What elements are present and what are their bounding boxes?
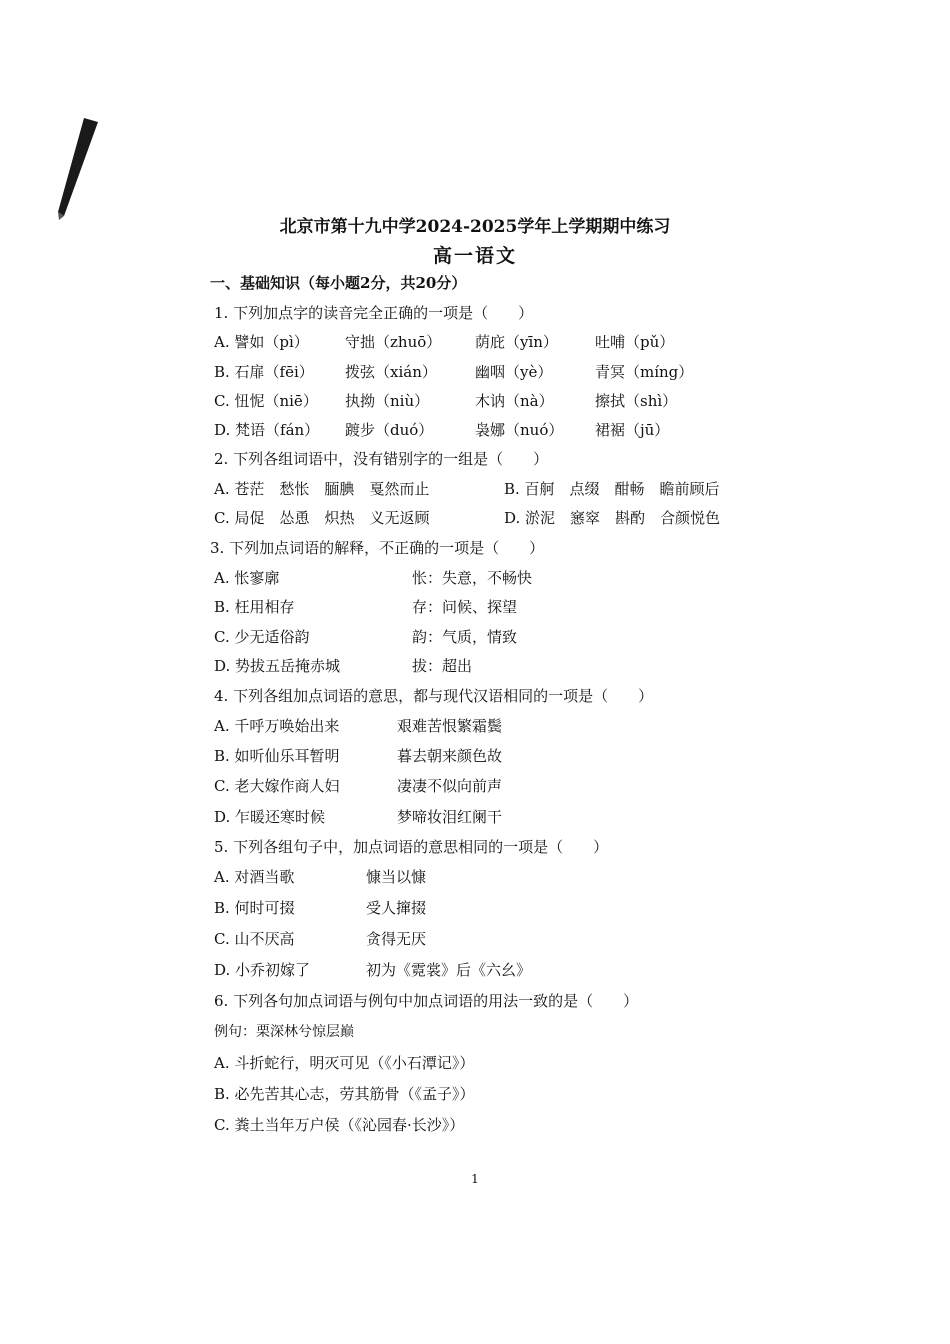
q3-option: A. 怅寥廓 (214, 569, 280, 587)
q3-explanation: 韵：气质，情致 (412, 628, 518, 646)
q4-option: D. 乍暖还寒时候 (214, 808, 326, 826)
q1-option: 执拗（niù） (345, 392, 430, 410)
q4-option-pair: 梦啼妆泪红阑干 (397, 808, 503, 826)
page-number: 1 (471, 1172, 479, 1186)
q5-option: A. 对酒当歌 (214, 868, 295, 886)
q4-option-pair: 暮去朝来颜色故 (397, 747, 503, 765)
question-2-stem: 2. 下列各组词语中，没有错别字的一组是（ ） (214, 450, 549, 468)
question-1-stem: 1. 下列加点字的读音完全正确的一项是（ ） (214, 304, 534, 322)
q6-example: 例句：栗深林兮惊层巅 (214, 1024, 354, 1040)
page-title: 北京市第十九中学2024-2025学年上学期期中练习 (279, 217, 671, 237)
q4-option-pair: 艰难苦恨繁霜鬓 (397, 717, 503, 735)
q3-option: D. 势拔五岳掩赤城 (214, 657, 341, 675)
q4-option: A. 千呼万唤始出来 (214, 717, 340, 735)
q6-option: A. 斗折蛇行，明灭可见（《小石潭记》） (214, 1054, 475, 1072)
q1-option: 擦拭（shì） (595, 392, 678, 410)
q5-option: D. 小乔初嫁了 (214, 961, 311, 979)
q1-option: 吐哺（pǔ） (595, 333, 675, 351)
q5-option: B. 何时可掇 (214, 899, 295, 917)
q1-option: 袅娜（nuó） (475, 421, 564, 439)
q3-option: C. 少无适俗韵 (214, 628, 310, 646)
pen-icon (54, 112, 106, 222)
q5-option-pair: 初为《霓裳》后《六幺》 (366, 961, 532, 979)
question-6-stem: 6. 下列各句加点词语与例句中加点词语的用法一致的是（ ） (214, 992, 639, 1010)
q1-option: 木讷（nà） (475, 392, 554, 410)
q2-option: B. 百舸 点缀 酣畅 瞻前顾后 (504, 480, 720, 498)
q6-option: C. 粪土当年万户侯（《沁园春·长沙》） (214, 1116, 465, 1134)
q2-option: C. 局促 怂恿 炽热 义无返顾 (214, 509, 430, 527)
q1-option: A. 譬如（pì） (214, 333, 309, 351)
q1-option: 裙裾（jū） (595, 421, 670, 439)
q1-option: D. 梵语（fán） (214, 421, 320, 439)
q3-explanation: 存：问候、探望 (412, 598, 518, 616)
q5-option-pair: 受人撺掇 (366, 899, 427, 917)
page-subtitle: 高一语文 (432, 245, 517, 267)
question-4-stem: 4. 下列各组加点词语的意思，都与现代汉语相同的一项是（ ） (214, 687, 654, 705)
question-5-stem: 5. 下列各组句子中，加点词语的意思相同的一项是（ ） (214, 838, 609, 856)
q1-option: 守拙（zhuō） (345, 333, 442, 351)
q1-option: 青冥（míng） (595, 363, 694, 381)
q1-option: 拨弦（xián） (345, 363, 437, 381)
q5-option-pair: 慷当以慷 (366, 868, 427, 886)
q3-explanation: 怅：失意，不畅快 (412, 569, 533, 587)
q1-option: C. 忸怩（niē） (214, 392, 318, 410)
q2-option: A. 苍茫 愁怅 腼腆 戛然而止 (214, 480, 430, 498)
q4-option-pair: 凄凄不似向前声 (397, 777, 503, 795)
q4-option: B. 如听仙乐耳暂明 (214, 747, 340, 765)
q1-option: 踱步（duó） (345, 421, 434, 439)
q5-option-pair: 贪得无厌 (366, 930, 427, 948)
q1-option: 幽咽（yè） (475, 363, 553, 381)
q1-option: 荫庇（yīn） (475, 333, 558, 351)
q3-option: B. 枉用相存 (214, 598, 295, 616)
q2-option: D. 淤泥 窸窣 斟酌 合颜悦色 (504, 509, 721, 527)
q1-option: B. 石扉（fēi） (214, 363, 314, 381)
q4-option: C. 老大嫁作商人妇 (214, 777, 340, 795)
question-3-stem: 3. 下列加点词语的解释，不正确的一项是（ ） (210, 539, 545, 557)
q5-option: C. 山不厌高 (214, 930, 295, 948)
q3-explanation: 拔：超出 (412, 657, 473, 675)
section-heading: 一、基础知识（每小题2分，共20分） (210, 274, 467, 292)
q6-option: B. 必先苦其心志，劳其筋骨（《孟子》） (214, 1085, 475, 1103)
